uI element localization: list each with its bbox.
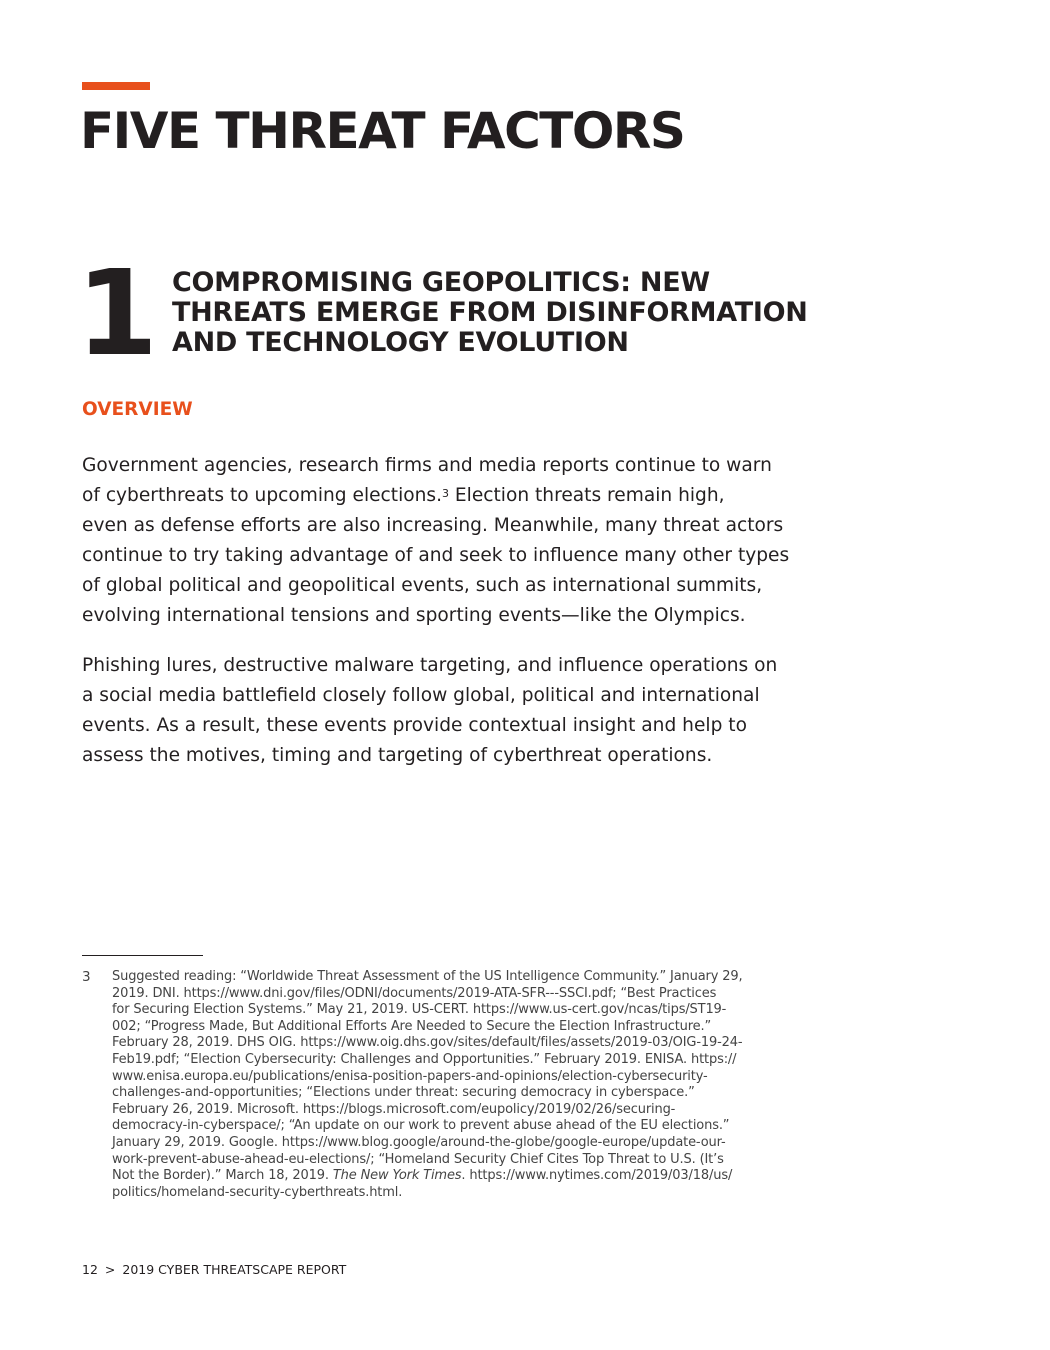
footnote-reference[interactable]: 3: [442, 487, 449, 500]
paragraph-line: even as defense efforts are also increasing. Meanwhile, many threat actors: [82, 515, 784, 536]
page-title: FIVE THREAT FACTORS: [80, 102, 685, 160]
footnote-publication-title: The New York Times: [332, 1168, 462, 1184]
paragraph-line: assess the motives, timing and targeting of cyberthreat operations.: [82, 745, 713, 766]
paragraph-line: events. As a result, these events provide contextual insight and help to: [82, 715, 747, 736]
section-heading-line: AND TECHNOLOGY EVOLUTION: [172, 327, 629, 358]
section-number: 1: [76, 244, 155, 382]
report-title: 2019 CYBER THREATSCAPE REPORT: [122, 1262, 347, 1277]
footnote-line: Feb19.pdf; “Election Cybersecurity: Challenges and Opportunities.” February 2019. ENISA. https://: [112, 1051, 737, 1067]
footnote-text: [112, 969, 842, 1201]
paragraph-line: Government agencies, research firms and media reports continue to warn: [82, 455, 772, 476]
footnote-text-segment: Not the Border).” March 18, 2019.: [112, 1168, 333, 1184]
footer-separator: >: [104, 1262, 116, 1277]
paragraph-line: continue to try taking advantage of and seek to influence many other types: [82, 545, 790, 566]
section-heading-line: COMPROMISING GEOPOLITICS: NEW: [172, 267, 710, 298]
footnote-line: January 29, 2019. Google. https://www.blog.google/around-the-globe/google-europe/update-our-: [112, 1134, 726, 1150]
footnote-line: democracy-in-cyberspace/; “An update on our work to prevent abuse ahead of the EU elections.”: [112, 1118, 730, 1134]
paragraph-line: of global political and geopolitical events, such as international summits,: [82, 575, 763, 596]
footnote-line: February 28, 2019. DHS OIG. https://www.oig.dhs.gov/sites/default/files/assets/2019-03/OIG-19-24-: [112, 1035, 743, 1051]
paragraph-line: evolving international tensions and sporting events—like the Olympics.: [82, 605, 746, 626]
section-heading: [172, 268, 872, 358]
overview-paragraph-1: [82, 451, 842, 631]
title-accent-bar: [82, 82, 150, 90]
footnote-line: work-prevent-abuse-ahead-eu-elections/; “Homeland Security Chief Cites Top Threat to U.S. (It’s: [112, 1151, 724, 1167]
section-heading-line: THREATS EMERGE FROM DISINFORMATION: [172, 297, 808, 328]
paragraph-line: a social media battlefield closely follow global, political and international: [82, 685, 760, 706]
footnote-line: politics/homeland-security-cyberthreats.html.: [112, 1184, 403, 1200]
footnote-number: 3: [82, 969, 91, 985]
footnote-line: February 26, 2019. Microsoft. https://blogs.microsoft.com/eupolicy/2019/02/26/securing-: [112, 1101, 676, 1117]
page-footer: [82, 1262, 346, 1278]
footnote-line: challenges-and-opportunities; “Elections under threat: securing democracy in cyberspace.”: [112, 1085, 695, 1101]
overview-label: OVERVIEW: [82, 399, 193, 420]
footnote-line: [112, 1168, 842, 1185]
paragraph-text: Election threats remain high,: [449, 485, 725, 506]
footnote-divider: [82, 955, 203, 956]
footnote-line: Suggested reading: “Worldwide Threat Assessment of the US Intelligence Community.” January 29,: [112, 969, 743, 984]
paragraph-line: Phishing lures, destructive malware targeting, and influence operations on: [82, 655, 778, 676]
footnote-line: 002; “Progress Made, But Additional Efforts Are Needed to Secure the Election Infrastructure.”: [112, 1018, 712, 1034]
footnote-line: for Securing Election Systems.” May 21, 2019. US-CERT. https://www.us-cert.gov/ncas/tips/ST19-: [112, 1002, 727, 1018]
page-number: 12: [82, 1262, 98, 1277]
overview-paragraph-2: [82, 651, 842, 771]
footnote-line: www.enisa.europa.eu/publications/enisa-position-papers-and-opinions/election-cybersecurity-: [112, 1068, 708, 1084]
footnote-text-segment: . https://www.nytimes.com/2019/03/18/us/: [461, 1168, 733, 1184]
paragraph-line: [82, 481, 842, 511]
paragraph-text: of cyberthreats to upcoming elections.: [82, 485, 442, 506]
footnote-line: 2019. DNI. https://www.dni.gov/files/ODNI/documents/2019-ATA-SFR---SSCI.pdf; “Best Practices: [112, 985, 717, 1001]
